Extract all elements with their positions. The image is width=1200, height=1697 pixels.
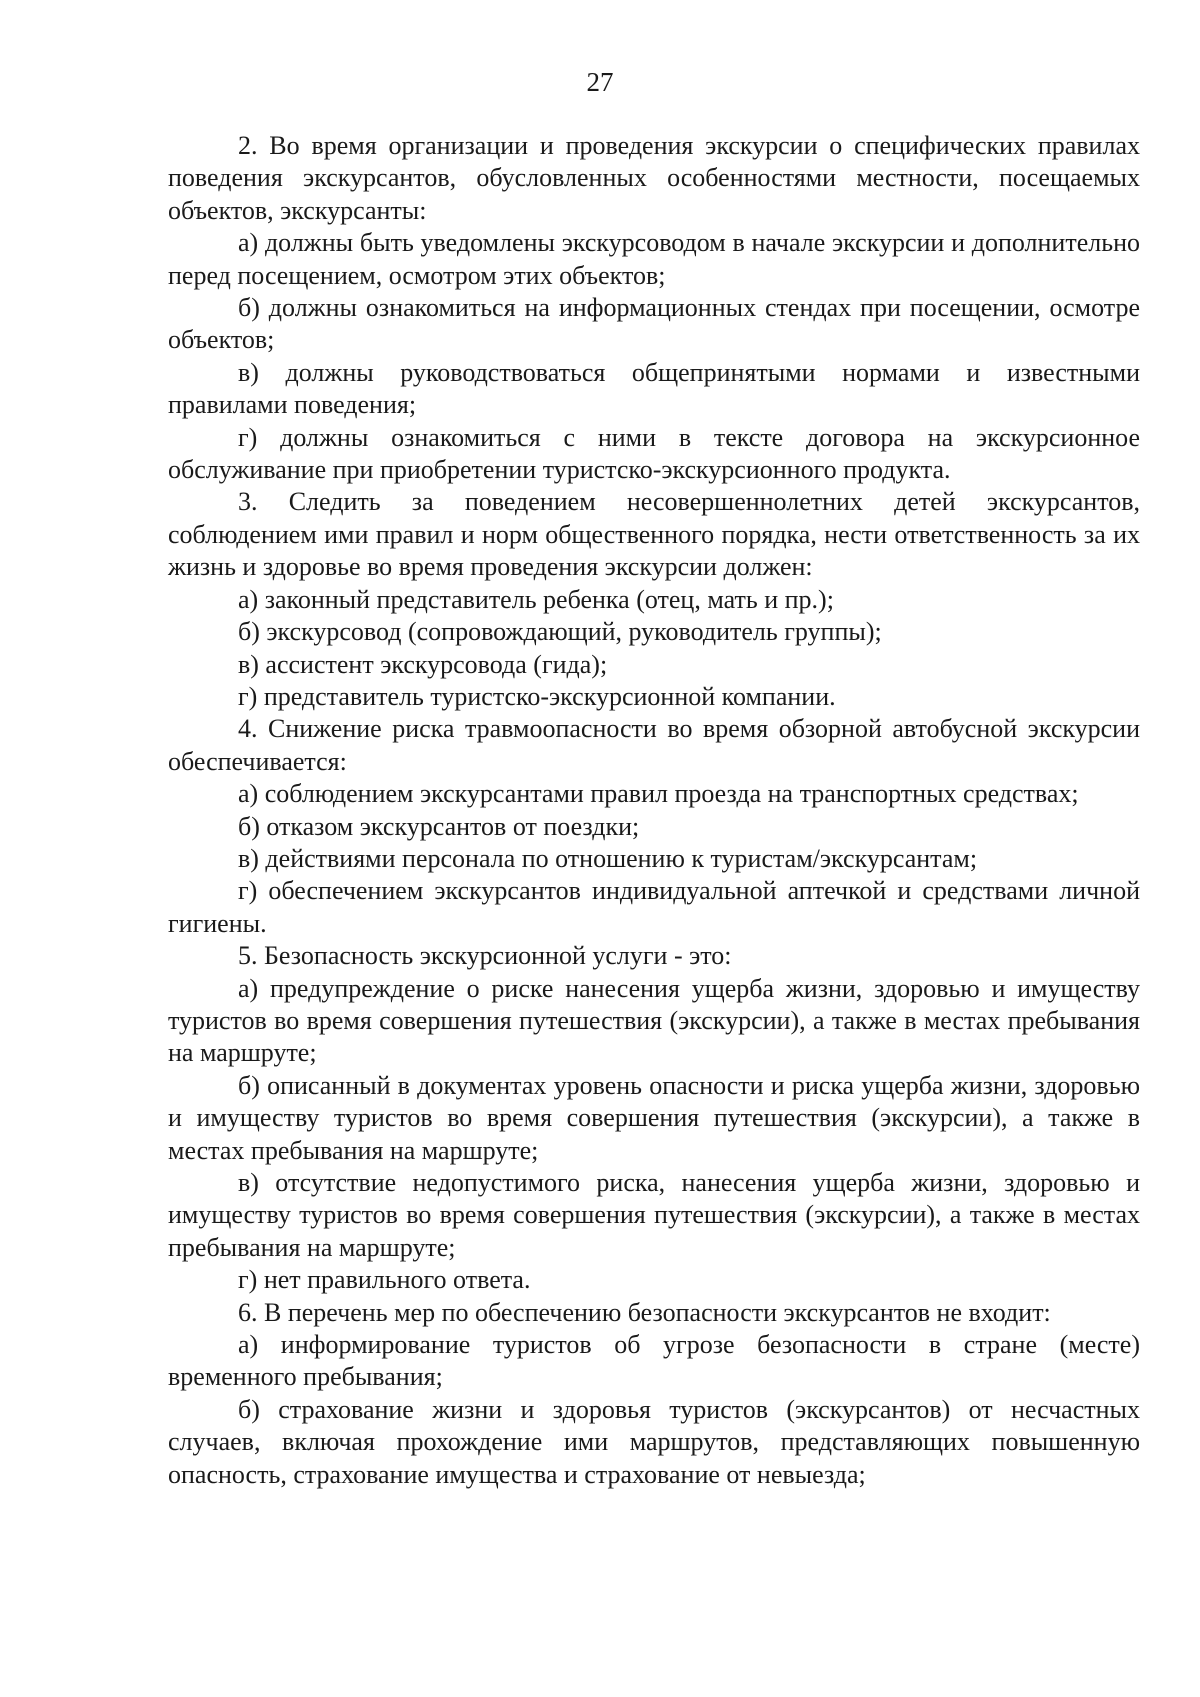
question-3-intro: 3. Следить за поведением несовершеннолетних детей экскурсантов, соблюдением ими правил и норм общественного порядка, нести ответственность за их жизнь и здоровье во время проведения экскурсии должен: xyxy=(168,487,1140,582)
question-6-option-a: а) информирование туристов об угрозе безопасности в стране (месте) временного пребывания; xyxy=(168,1330,1140,1392)
page-number: 27 xyxy=(586,67,614,97)
question-4-intro: 4. Снижение риска травмоопасности во время обзорной автобусной экскурсии обеспечивается: xyxy=(168,714,1140,776)
question-5-option-a: а) предупреждение о риске нанесения ущерба жизни, здоровью и имуществу туристов во время совершения путешествия (экскурсии), а также в местах пребывания на маршруте; xyxy=(168,973,1140,1068)
question-5-intro: 5. Безопасность экскурсионной услуги - это: xyxy=(238,941,732,971)
question-2-option-b: б) должны ознакомиться на информационных стендах при посещении, осмотре объектов; xyxy=(168,293,1140,355)
question-2-option-d: г) должны ознакомиться с ними в тексте договора на экскурсионное обслуживание при приобретении туристско-экскурсионного продукта. xyxy=(168,422,1140,485)
question-4-option-b: б) отказом экскурсантов от поездки; xyxy=(238,811,640,841)
question-4-option-a: а) соблюдением экскурсантами правил проезда на транспортных средствах; xyxy=(238,779,1079,809)
question-2-intro: 2. Во время организации и проведения экскурсии о специфических правилах поведения экскурсантов, обусловленных особенностями местности, посещаемых объектов, экскурсанты: xyxy=(168,131,1140,225)
question-6-intro: 6. В перечень мер по обеспечению безопасности экскурсантов не входит: xyxy=(238,1297,1051,1327)
question-3-option-a: а) законный представитель ребенка (отец, мать и пр.); xyxy=(238,584,834,614)
question-3-option-c: в) ассистент экскурсовода (гида); xyxy=(238,649,608,679)
question-5-option-d: г) нет правильного ответа. xyxy=(238,1265,531,1295)
document-body xyxy=(168,130,1140,1491)
question-4-option-d: г) обеспечением экскурсантов индивидуальной аптечкой и средствами личной гигиены. xyxy=(168,876,1140,938)
question-5-option-b: б) описанный в документах уровень опасности и риска ущерба жизни, здоровью и имуществу туристов во время совершения путешествия (экскурсии), а также в местах пребывания на маршруте; xyxy=(168,1070,1140,1165)
question-3-option-d: г) представитель туристско-экскурсионной компании. xyxy=(238,681,836,711)
question-5-option-c: в) отсутствие недопустимого риска, нанесения ущерба жизни, здоровью и имуществу туристов во время совершения путешествия (экскурсии), а также в местах пребывания на маршруте; xyxy=(168,1168,1140,1262)
question-6-option-b: б) страхование жизни и здоровья туристов (экскурсантов) от несчастных случаев, включая прохождение ими маршрутов, представляющих повышенную опасность, страхование имущества и страхование от невыезда; xyxy=(168,1394,1140,1489)
question-2-option-a: а) должны быть уведомлены экскурсоводом в начале экскурсии и дополнительно перед посещением, осмотром этих объектов; xyxy=(168,228,1140,290)
question-3-option-b: б) экскурсовод (сопровождающий, руководитель группы); xyxy=(238,617,882,647)
question-4-option-c: в) действиями персонала по отношению к туристам/экскурсантам; xyxy=(238,843,978,873)
question-2-option-c: в) должны руководствоваться общепринятыми нормами и известными правилами поведения; xyxy=(168,357,1140,420)
